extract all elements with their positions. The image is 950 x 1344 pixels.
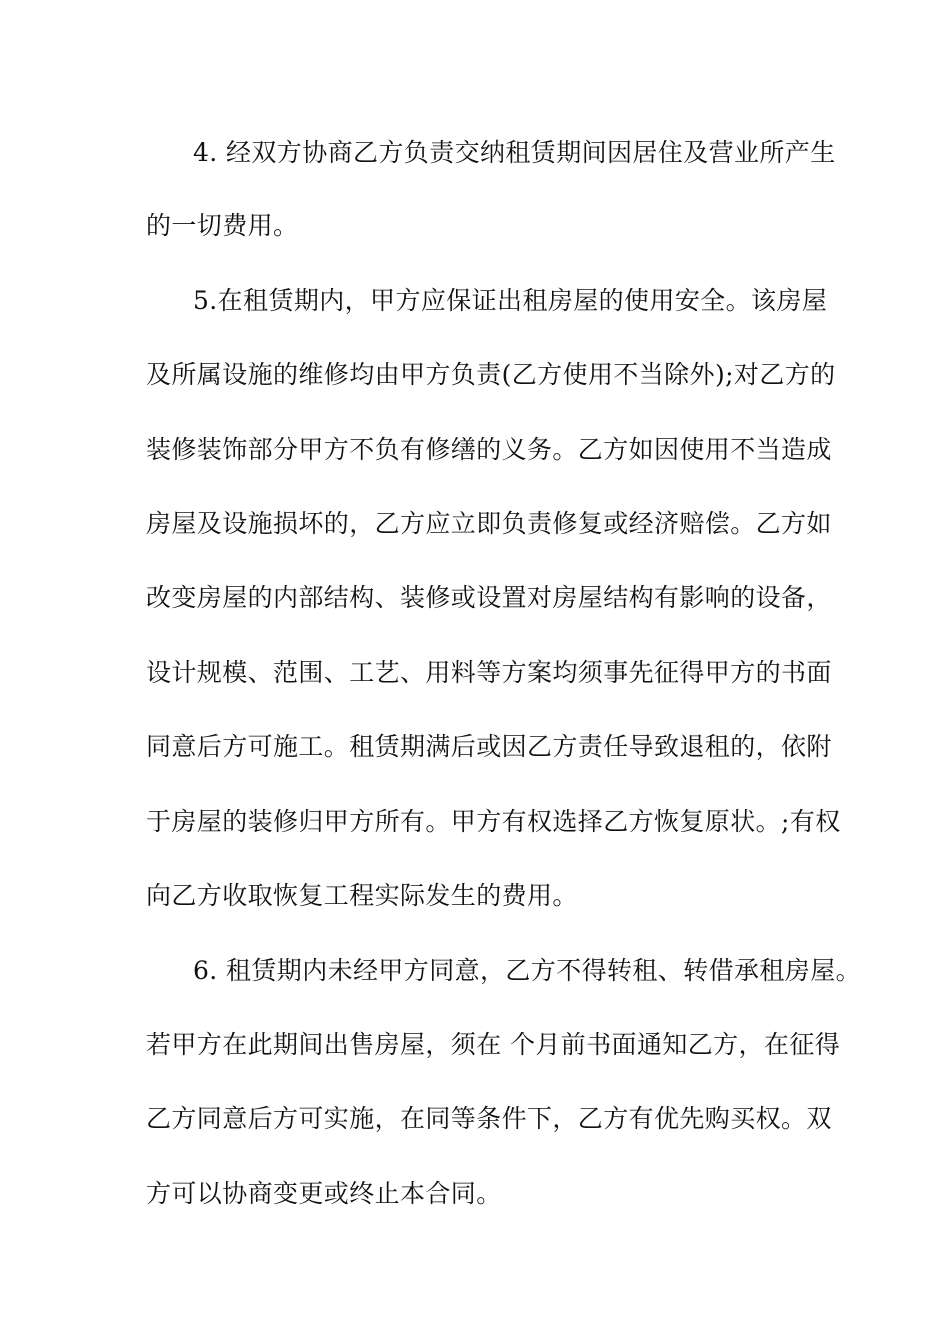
clause-5-line-4: 房屋及设施损坏的，乙方应立即负责修复或经济赔偿。乙方如 (146, 509, 832, 538)
clause-5-line-8: 于房屋的装修归甲方所有。甲方有权选择乙方恢复原状。;有权 (146, 807, 841, 836)
clause-6-line-2: 若甲方在此期间出售房屋，须在 个月前书面通知乙方，在征得 (146, 1030, 841, 1059)
clause-5-line-3: 装修装饰部分甲方不负有修缮的义务。乙方如因使用不当造成 (146, 435, 832, 464)
clause-5-line-1: 5.在租赁期内，甲方应保证出租房屋的使用安全。该房屋 (193, 286, 828, 315)
clause-6-line-3: 乙方同意后方可实施，在同等条件下，乙方有优先购买权。双 (146, 1104, 832, 1133)
clause-5-line-6: 设计规模、范围、工艺、用料等方案均须事先征得甲方的书面 (146, 658, 832, 687)
clause-6-line-1: 6. 租赁期内未经甲方同意，乙方不得转租、转借承租房屋。 (193, 956, 862, 985)
clause-5-line-7: 同意后方可施工。租赁期满后或因乙方责任导致退租的，依附 (146, 732, 832, 761)
clause-6-line-4: 方可以协商变更或终止本合同。 (146, 1179, 502, 1208)
clause-5-line-9: 向乙方收取恢复工程实际发生的费用。 (146, 881, 578, 910)
clause-4-line-2: 的一切费用。 (146, 211, 299, 240)
clause-4-line-1: 4. 经双方协商乙方负责交纳租赁期间因居住及营业所产生 (193, 138, 836, 167)
clause-5-line-2: 及所属设施的维修均由甲方负责(乙方使用不当除外);对乙方的 (146, 360, 836, 389)
clause-5-line-5: 改变房屋的内部结构、装修或设置对房屋结构有影响的设备， (146, 583, 832, 612)
